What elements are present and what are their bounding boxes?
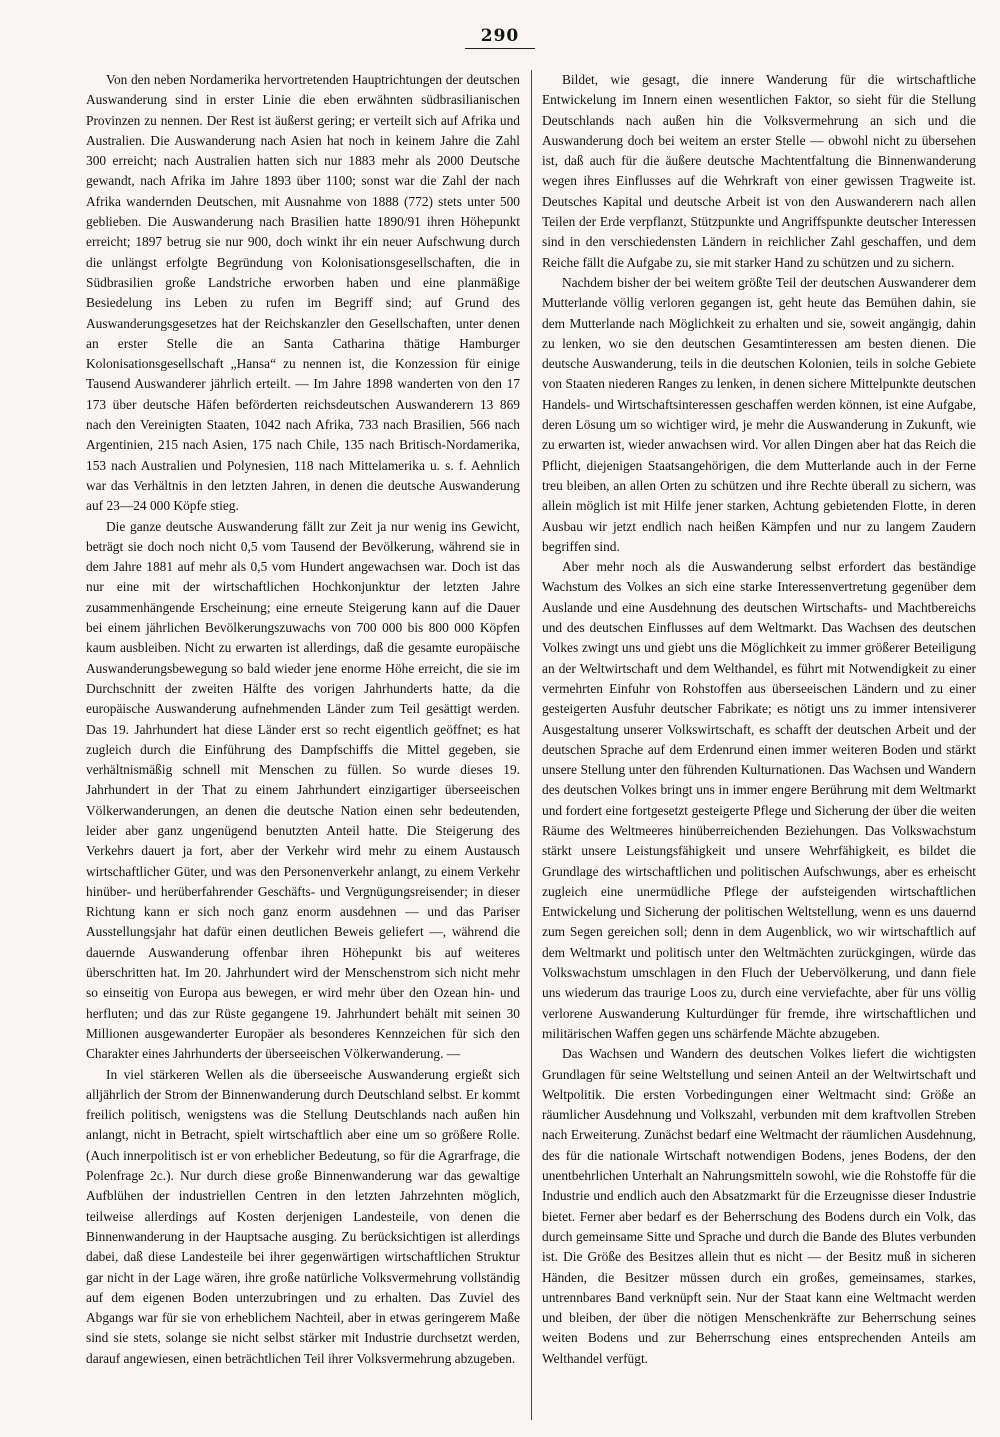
paragraph: Aber mehr noch als die Auswanderung selbst erfordert das beständige Wachstum des Volkes an sich eine starke Interessenvertretung gegenüber dem Auslande und eine Ausdehnung des deutschen Wirtschafts- und Machtbereichs und des deutschen Einflusses auf dem Weltmarkt. Das Wachsen des deutschen Volkes zwingt uns und giebt uns die Möglichkeit zu immer größerer Beteiligung an der Weltwirtschaft und dem Welthandel, es führt mit Notwendigkeit zu einer vermehrten Einfuhr von Rohstoffen aus überseeischen Ländern und zu einer gesteigerten Ausfuhr deutscher Fabrikate; es nötigt uns zu immer intensiverer Ausgestaltung unserer Volkswirtschaft, es schafft der deutschen Arbeit und der deutschen Sprache auf dem Erdenrund einen immer weiteren Boden und stärkt unsere Stellung unter den führenden Kulturnationen. Das Wachsen und Wandern des deutschen Volkes bringt uns in immer engere Berührung mit dem Weltmarkt und fordert eine fortgesetzt gesteigerte Pflege und Sicherung der über die weiten Räume des Weltmeeres hinüberreichenden Beziehungen. Das Volkswachstum stärkt unsere Leistungsfähigkeit und unsere Wehrfähigkeit, es bildet die Grundlage des wirtschaftlichen und politischen Aufschwungs, aber es erheischt zugleich eine unermüdliche Pflege der aufsteigenden wirtschaftlichen Entwickelung und Sicherung der politischen Weltstellung, wenn es uns dauernd zum Segen gereichen soll; denn in dem Augenblick, wo wir wirtschaftlich auf dem Weltmarkt und politisch unter den Weltmächten zurückgingen, würde das Volkswachstum umschlagen in den Fluch der Uebervölkerung, und dann fiele uns wiederum das traurige Loos zu, durch eine verviefachte, aber für uns völlig verlorene Auswanderung Kulturdünger für fremde, ihre wirtschaftlichen und militärischen Waffen gegen uns schärfende Mächte abzugeben. xyxy=(542,559,976,1041)
column-divider xyxy=(531,70,532,1420)
left-column xyxy=(86,70,520,1425)
right-column xyxy=(542,70,976,1425)
paragraph: Die ganze deutsche Auswanderung fällt zur Zeit ja nur wenig ins Gewicht, beträgt sie doch noch nicht 0,5 vom Tausend der Bevölkerung, während sie in dem Jahre 1881 auf mehr als 0,5 vom Hundert angewachsen war. Doch ist das nur eine mit der wirtschaftlichen Hochkonjunktur der letzten Jahre zusammenhängende Erscheinung; eine erneute Steigerung kann auf die Dauer bei einem jährlichen Bevölkerungszuwachs von 700 000 bis 800 000 Köpfen kaum ausbleiben. Nicht zu erwarten ist allerdings, daß die gesamte europäische Auswanderungsbewegung so bald wieder jene enorme Höhe erreicht, die sie im Durchschnitt der zweiten Hälfte des vorigen Jahrhunderts hatte, da die europäische Auswanderung aufnehmenden Länder zum Teil gesättigt werden. Das 19. Jahrhundert hat diese Länder erst so recht eigentlich geöffnet; es hat zugleich durch die Einführung des Dampfschiffs die Mittel gegeben, sie verhältnismäßig schnell mit Menschen zu füllen. So wurde dieses 19. Jahrhundert in der That zu einem Jahrhundert einzigartiger überseeischen Völkerwanderungen, an denen die deutsche Nation einen sehr bedeutenden, leider aber ganz ungenügend benutzten Anteil hatte. Die Steigerung des Verkehrs dauert ja fort, aber der Verkehr wird mehr zu einem Austausch wirtschaftlicher Güter, und was den Personenverkehr anlangt, zu einem Verkehr hinüber- und herüberfahrender Geschäfts- und Vergnügungsreisender; in dieser Richtung kann er sich noch ganz enorm ausdehnen — und das Pariser Ausstellungsjahr hat dafür einen deutlichen Beweis geliefert —, während die dauernde Auswanderung offenbar ihren Höhepunkt bis auf weiteres überschritten hat. Im 20. Jahrhundert wird der Menschenstrom sich nicht mehr so einseitig von Europa aus bewegen, er wird mehr über den Ozean hin- und herfluten; und das zur Rüste gegangene 19. Jahrhundert behält mit seinen 30 Millionen ausgewanderter Europäer als besonderes Kennzeichen für sich den Charakter eines Jahrhunderts der überseeischen Völkerwanderung. — xyxy=(86,518,520,1062)
paragraph: Das Wachsen und Wandern des deutschen Volkes liefert die wichtigsten Grundlagen für seine Weltstellung und seinen Anteil an der Weltwirtschaft und Weltpolitik. Die ersten Vorbedingungen einer Weltmacht sind: Größe an räumlicher Ausdehnung und Volkszahl, verbunden mit dem kraftvollen Streben nach Erweiterung. Zunächst bedarf eine Weltmacht der räumlichen Ausdehnung, des für die nationale Wirtschaft notwendigen Bodens, jenes Bodens, der den unentbehrlichen Unterhalt an Nahrungsmitteln sowohl, wie die Rohstoffe für die Industrie und endlich auch den Absatzmarkt für die Erzeugnisse dieser Industrie bietet. Ferner aber bedarf es der Beherrschung des Bodens durch ein Volk, das durch gemeinsame Sitte und Sprache und durch die Bande des Blutes verbunden ist. Die Größe des Besitzes allein thut es nicht — der Besitz muß in sicheren Händen, die Besitzer müssen durch ein großes, gemeinsames, starkes, untrennbares Band verknüpft sein. Nur der Staat kann eine Weltmacht werden und bleiben, der über die nötigen Menschenkräfte zur Beherrschung seines weiten Bodens und zur Beherrschung eines entsprechenden Anteils am Welthandel verfügt. xyxy=(542,1046,976,1366)
paragraph: In viel stärkeren Wellen als die überseeische Auswanderung ergießt sich alljährlich der Strom der Binnenwanderung durch Deutschland selbst. Er kommt freilich politisch, wenigstens was die Stellung Deutschlands nach außen hin anlangt, nicht in Betracht, spielt wirtschaftlich aber eine um so größere Rolle. (Auch innerpolitisch ist er von erheblicher Bedeutung, so für die Agrarfrage, die Polenfrage 2c.). Nur durch diese große Binnenwanderung war das gewaltige Aufblühen der industriellen Centren in den letzten Jahrzehnten möglich, teilweise allerdings auf Kosten derjenigen Landesteile, von denen die Binnenwanderung in der Hauptsache ausging. Zu berücksichtigen ist allerdings dabei, daß diese Landesteile bei ihrer gegenwärtigen wirtschaftlichen Struktur gar nicht in der Lage wären, ihre große natürliche Volksvermehrung vollständig auf dem eigenen Boden unterzubringen und zu erhalten. Das Zuviel des Abgangs war für sie von erheblichem Nachteil, aber in etwas geringerem Maße sind sie stets, solange sie nicht selbst stärker mit Industrie durchsetzt werden, darauf angewiesen, einen beträchtlichen Teil ihrer Volksvermehrung abzugeben. xyxy=(86,1066,520,1366)
paragraph: Bildet, wie gesagt, die innere Wanderung für die wirtschaftliche Entwickelung im Innern einen wesentlichen Faktor, so sieht für die Stellung Deutschlands nach außen hin die Volksvermehrung an sich und die Auswanderung doch bei weitem an erster Stelle — obwohl nicht zu übersehen ist, daß auch für die äußere deutsche Machtentfaltung die Binnenwanderung wegen ihres Einflusses auf die Wehrkraft von einer gewissen Tragweite ist. Deutsches Kapital und deutsche Arbeit ist von den Auswanderern nach allen Teilen der Erde verpflanzt, Stützpunkte und Angriffspunkte deutscher Interessen sind in den verschiedensten Ländern in reichlicher Zahl geschaffen, und dem Reiche fällt die Aufgabe zu, sie mit starker Hand zu schützen und zu sichern. xyxy=(542,72,976,270)
paragraph: Von den neben Nordamerika hervortretenden Hauptrichtungen der deutschen Auswanderung sind in erster Linie die eben erwähnten südbrasilianischen Provinzen zu nennen. Der Rest ist äußerst gering; er verteilt sich auf Afrika und Australien. Die Auswanderung nach Asien hat noch in keinem Jahre die Zahl 300 erreicht; nach Australien hatten sich nur 1883 mehr als 2000 Deutsche gewandt, nach Afrika im Jahre 1893 über 1100; sonst war die Zahl der nach Afrika wandernden Deutschen, mit Ausnahme von 1888 (772) stets unter 500 geblieben. Die Auswanderung nach Brasilien hatte 1890/91 ihren Höhepunkt erreicht; 1897 betrug sie nur 900, doch winkt ihr ein neuer Aufschwung durch die unlängst erfolgte Begründung von Kolonisationsgesellschaften, die in Südbrasilien große Landstriche erworben haben und eine planmäßige Besiedelung ins Leben zu rufen im Begriff sind; auf Grund des Auswanderungsgesetzes hat der Reichskanzler den Gesellschaften, unter denen an erster Stelle die an Santa Catharina thätige Hamburger Kolonisationsgesellschaft „Hansa“ zu nennen ist, die Konzession für einige Tausend Auswanderer jährlich erteilt. — Im Jahre 1898 wanderten von den 17 173 über deutsche Häfen beförderten reichsdeutschen Auswanderern 13 869 nach den Vereinigten Staaten, 1042 nach Afrika, 733 nach Brasilien, 566 nach Argentinien, 215 nach Asien, 175 nach Chile, 135 nach Britisch-Nordamerika, 153 nach Australien und Polynesien, 118 nach Mittelamerika u. s. f. Aehnlich war das Verhältnis in den letzten Jahren, in denen die deutsche Auswanderung auf 23—24 000 Köpfe stieg. xyxy=(86,72,520,514)
page-number: 290 xyxy=(0,26,1000,49)
paragraph: Nachdem bisher der bei weitem größte Teil der deutschen Auswanderer dem Mutterlande völlig verloren gegangen ist, geht heute das Bemühen dahin, sie dem Mutterlande nach Möglichkeit zu erhalten und sie, soweit angängig, dahin zu lenken, wo sie den deutschen Gesamtinteressen am besten dienen. Die deutsche Auswanderung, teils in die deutschen Kolonien, teils in solche Gebiete von Staaten niederen Ranges zu lenken, in denen sichere Mittelpunkte deutschen Handels- und Wirtschaftsinteressen geschaffen werden können, ist eine Aufgabe, deren Lösung um so wichtiger wird, je mehr die Auswanderung in Zukunft, wie zu erwarten ist, wieder anwachsen wird. Vor allen Dingen aber hat das Reich die Pflicht, diejenigen Staatsangehörigen, die dem Mutterlande auch in der Ferne treu bleiben, an allen Orten zu schützen und ihre Rechte überall zu sichern, was allein möglich ist mit Hilfe jener starken, Achtung gebietenden Flotte, in deren Ausbau wir jetzt endlich nach heißen Kämpfen und nur zu langem Zaudern begriffen sind. xyxy=(542,274,976,554)
